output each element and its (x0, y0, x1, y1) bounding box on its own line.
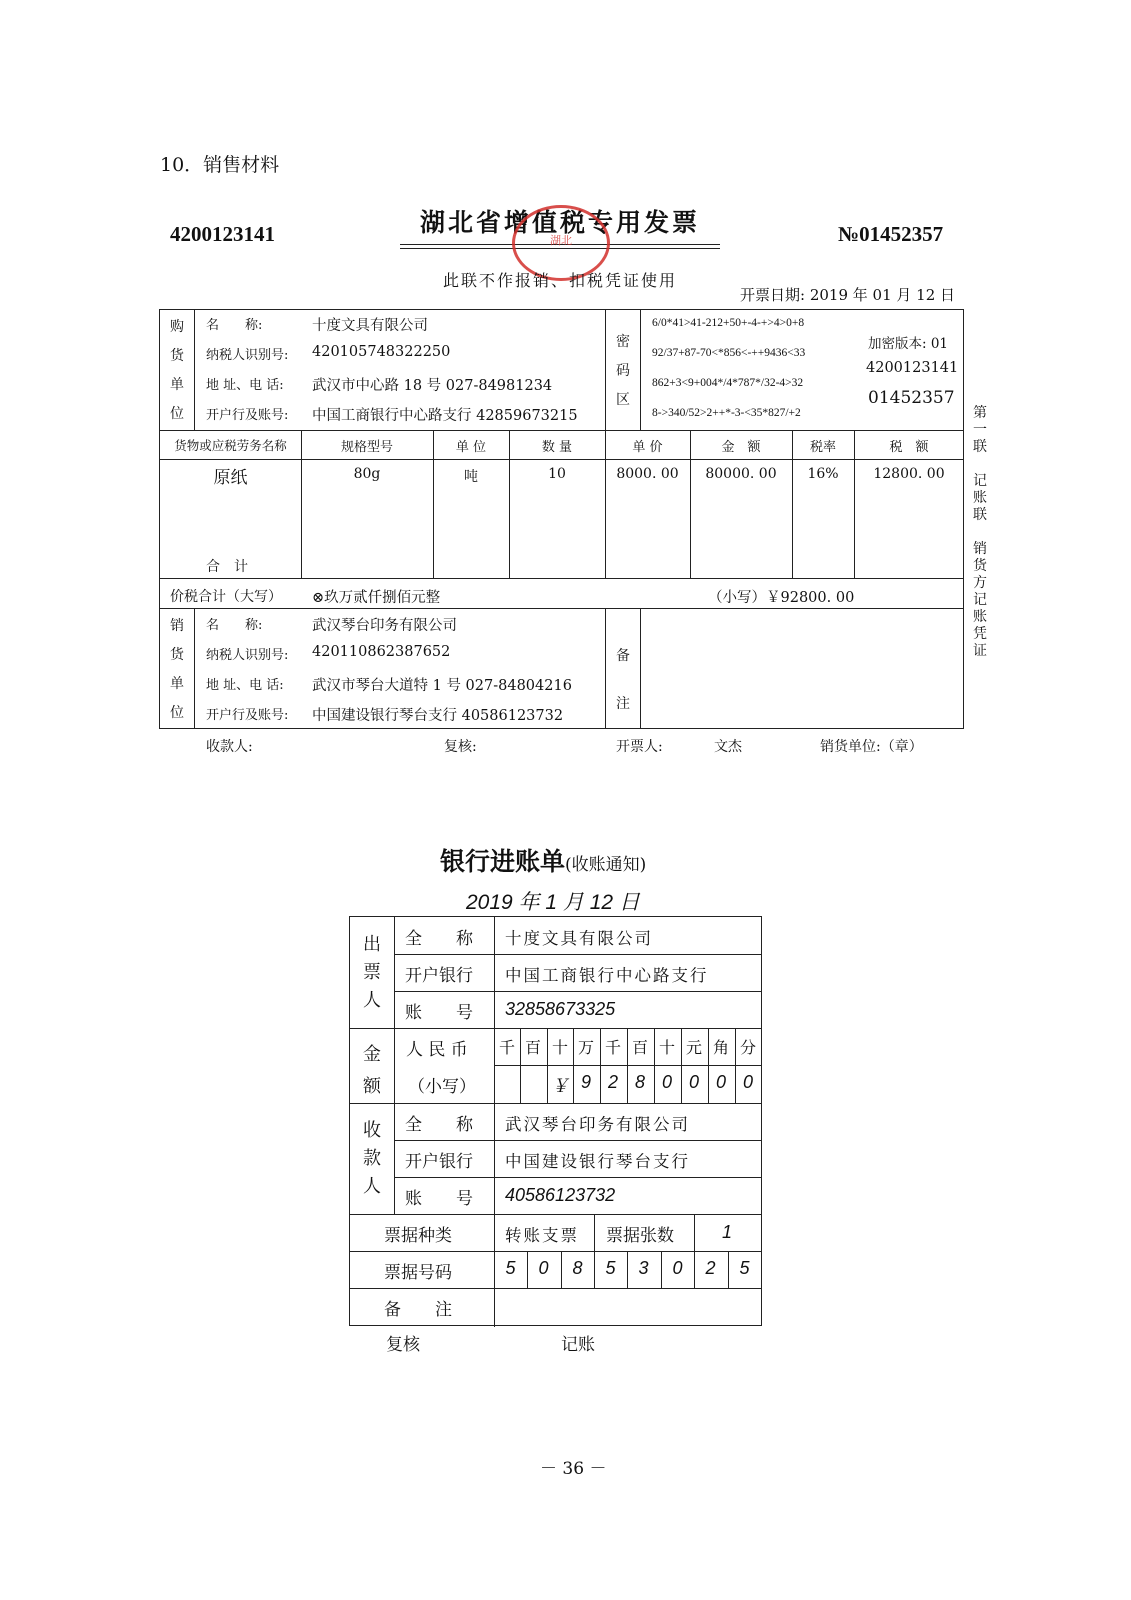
label-char: 单 (170, 377, 184, 393)
bill-number-digit: 5 (505, 1258, 516, 1278)
row-line (394, 1177, 761, 1178)
seller-address: 武汉市琴台大道特 1 号 027-84804216 (312, 678, 572, 694)
strip-char: 方 (973, 575, 987, 591)
row-line (160, 578, 963, 579)
col-line (640, 608, 641, 728)
invoice-number: №01452357 (838, 222, 944, 246)
digit-header-cell: 百 (524, 1038, 541, 1057)
payer-bank: 中国工商银行中心路支行 (505, 966, 709, 985)
digit-header-cell: 角 (712, 1038, 729, 1057)
row-line (350, 1214, 761, 1215)
payer-account-label: 账 号 (405, 1003, 473, 1023)
slip-review-label: 复核 (386, 1335, 420, 1355)
bill-type-label: 票据种类 (384, 1226, 452, 1246)
row-line (350, 1103, 761, 1104)
seller-taxid: 420110862387652 (312, 644, 451, 660)
item-unit: 吨 (464, 469, 478, 485)
invoice-subtitle: 此联不作报销、扣税凭证使用 (442, 271, 677, 290)
item-amount: 80000. 00 (705, 466, 777, 482)
label-char: 购 (170, 319, 184, 335)
col-header-tax: 税 额 (889, 440, 929, 455)
cipher-code: 4200123141 (866, 360, 959, 376)
row-line (394, 1140, 761, 1141)
label-char: 出 (363, 934, 381, 955)
buyer-taxid: 420105748322250 (312, 344, 451, 360)
row-line (160, 459, 963, 460)
total-words: ⊗玖万贰仟捌佰元整 (312, 590, 441, 606)
payee-account: 40586123732 (505, 1185, 616, 1205)
col-header-item: 货物或应税劳务名称 (174, 438, 287, 453)
total-small: （小写）￥92800. 00 (708, 590, 855, 606)
cipher-number: 01452357 (868, 388, 955, 408)
digit-value-cell: 2 (607, 1072, 618, 1092)
col-header-rate: 税率 (809, 440, 836, 455)
drawer-name: 文杰 (714, 739, 742, 755)
bill-type: 转账支票 (505, 1226, 579, 1245)
payer-name-label: 全 称 (405, 929, 473, 949)
item-spec: 80g (353, 466, 381, 482)
digit-header-cell: 万 (577, 1038, 594, 1057)
strip-char: 记 (973, 473, 987, 489)
payer-name: 十度文具有限公司 (505, 929, 653, 948)
label-char: 位 (170, 406, 184, 422)
strip-char: 销 (973, 541, 987, 557)
payer-label (363, 931, 379, 1015)
bank-slip-title-main: 银行进账单 (440, 847, 566, 876)
strip-char: 账 (973, 490, 987, 506)
seller-seal-label: 销货单位:（章） (820, 739, 923, 755)
buyer-bank: 中国工商银行中心路支行 42859673215 (312, 408, 578, 424)
total-words-label: 价税合计（大写） (170, 589, 282, 605)
invoice-date: 开票日期: 2019 年 01 月 12 日 (740, 286, 956, 304)
item-rate: 16% (807, 466, 839, 482)
invoice-table (159, 309, 964, 729)
bill-number-digit: 8 (572, 1258, 583, 1278)
buyer-address-label: 地 址、电 话: (206, 378, 284, 393)
seller-label (169, 612, 185, 728)
small-amount-label: （小写） (408, 1077, 476, 1097)
digit-header-cell: 十 (658, 1038, 675, 1057)
label-char: 区 (616, 392, 630, 408)
bank-slip-title-note: (收账通知) (565, 855, 647, 875)
bill-number-digit: 5 (605, 1258, 616, 1278)
label-char: 单 (170, 676, 184, 692)
digit-header-cell: 千 (604, 1038, 621, 1057)
digit-value-cell: 0 (688, 1072, 699, 1092)
bill-count: 1 (722, 1222, 733, 1242)
col-header-price: 单 价 (632, 440, 663, 455)
cipher-line: 6/0*41>41-212+50+-4-+>4>0+8 (652, 317, 805, 329)
strip-char: 第 (973, 405, 987, 421)
rmb-label: 人 民 币 (406, 1040, 468, 1060)
digit-header-cell: 元 (685, 1038, 702, 1057)
strip-char: 账 (973, 609, 987, 625)
row-line (350, 1028, 761, 1029)
remark-label (615, 632, 631, 728)
label-char: 人 (363, 990, 381, 1011)
row-line (350, 1288, 761, 1289)
invoice-title: 湖北省增值税专用发票 (419, 208, 700, 237)
strip-char: 证 (973, 643, 987, 659)
buyer-bank-label: 开户行及账号: (206, 408, 289, 423)
item-tax: 12800. 00 (873, 466, 945, 482)
digit-header-cell: 分 (739, 1038, 756, 1057)
seller-taxid-label: 纳税人识别号: (206, 648, 289, 663)
copy-side-strip (970, 405, 990, 660)
bill-count-label: 票据张数 (606, 1226, 674, 1246)
invoice-code: 4200123141 (170, 222, 275, 246)
row-line (160, 608, 963, 609)
payee-account-label: 账 号 (405, 1189, 473, 1209)
cipher-line: 8->340/52>2++*-3-<35*827/+2 (652, 407, 801, 419)
digit-value-cell: 0 (715, 1072, 726, 1092)
slip-remark-label: 备 注 (384, 1300, 452, 1320)
col-header-unit: 单 位 (455, 440, 487, 455)
payee-name: 武汉琴台印务有限公司 (505, 1115, 690, 1134)
digit-value-cell: 0 (742, 1072, 753, 1092)
item-qty: 10 (548, 466, 566, 482)
buyer-label (169, 313, 185, 429)
label-char: 密 (616, 334, 630, 350)
label-char: 码 (616, 363, 630, 379)
digit-header-cell: 百 (631, 1038, 648, 1057)
payee-bank-label: 开户银行 (405, 1152, 473, 1172)
strip-gap (970, 524, 990, 541)
label-char: 销 (170, 618, 184, 634)
buyer-name-label: 名 称: (206, 318, 263, 333)
bill-number-digit: 0 (538, 1258, 549, 1278)
payee-bank: 中国建设银行琴台支行 (505, 1152, 690, 1171)
page-number: － 36 － (540, 1459, 607, 1479)
col-line (605, 608, 606, 728)
cipher-line: 862+3<9+004*/4*787*/32-4>32 (652, 377, 804, 389)
item-name: 原纸 (213, 468, 248, 488)
col-line (194, 310, 195, 430)
payee-name-label: 全 称 (405, 1115, 473, 1135)
strip-gap (970, 456, 990, 473)
strip-char: 凭 (973, 626, 987, 642)
label-char: 注 (616, 696, 630, 712)
seller-address-label: 地 址、电 话: (206, 678, 284, 693)
bill-number-digit: 2 (705, 1258, 716, 1278)
col-line (394, 917, 395, 1214)
label-char: 货 (170, 348, 184, 364)
col-line (605, 310, 606, 430)
reviewer-label: 复核: (444, 739, 477, 755)
strip-char: 记 (973, 592, 987, 608)
buyer-name: 十度文具有限公司 (312, 318, 428, 334)
drawer-label: 开票人: (616, 739, 663, 755)
seller-bank-label: 开户行及账号: (206, 708, 289, 723)
bank-slip-title (440, 842, 646, 878)
digit-header-cell: 千 (498, 1038, 515, 1057)
label-char: 额 (363, 1076, 381, 1097)
strip-char: 联 (973, 439, 987, 455)
bill-number-label: 票据号码 (384, 1263, 452, 1283)
label-char: 人 (363, 1176, 381, 1197)
seal-text: 湖北 (550, 234, 572, 247)
slip-bookkeeping-label: 记账 (561, 1335, 595, 1355)
digit-header-cell: 十 (551, 1038, 568, 1057)
total-label: 合 计 (206, 559, 248, 575)
item-price: 8000. 00 (616, 466, 679, 482)
bill-number-digit: 0 (672, 1258, 683, 1278)
buyer-taxid-label: 纳税人识别号: (206, 348, 289, 363)
label-char: 货 (170, 647, 184, 663)
cipher-line: 92/37+87-70<*856<-++9436<33 (652, 347, 806, 359)
bank-slip-table (349, 916, 762, 1326)
cipher-label (615, 328, 631, 415)
row-line (394, 991, 761, 992)
col-line (594, 1214, 595, 1251)
amount-label (363, 1039, 379, 1103)
encryption-version: 加密版本: 01 (868, 336, 949, 352)
payee-label (363, 1117, 379, 1201)
section-title: 10．销售材料 (160, 154, 280, 176)
buyer-address: 武汉市中心路 18 号 027-84981234 (312, 378, 553, 394)
col-header-qty: 数 量 (541, 440, 573, 455)
col-header-amount: 金 额 (721, 440, 761, 455)
seller-name: 武汉琴台印务有限公司 (312, 618, 457, 634)
label-char: 备 (616, 648, 630, 664)
payee-label: 收款人: (206, 739, 253, 755)
col-line (694, 1214, 695, 1251)
label-char: 款 (363, 1148, 381, 1169)
seller-bank: 中国建设银行琴台支行 40586123732 (312, 708, 564, 724)
col-line (194, 608, 195, 728)
label-char: 金 (363, 1044, 381, 1065)
label-char: 收 (363, 1120, 381, 1141)
row-line (394, 954, 761, 955)
digit-value-cell: 8 (634, 1072, 645, 1092)
col-header-spec: 规格型号 (340, 440, 393, 455)
bank-slip-date: 2019 年 1 月 12 日 (466, 891, 640, 914)
digit-value-cell: 0 (661, 1072, 672, 1092)
row-line (350, 1251, 761, 1252)
digit-value-cell: 9 (580, 1072, 591, 1092)
digit-value-cell: ￥ (551, 1076, 569, 1096)
label-char: 票 (363, 962, 381, 983)
label-char: 位 (170, 705, 184, 721)
strip-char: 货 (973, 558, 987, 574)
strip-char: 一 (973, 422, 987, 438)
payer-bank-label: 开户银行 (405, 966, 473, 986)
row-line (160, 430, 963, 431)
bill-number-digit: 5 (739, 1258, 750, 1278)
seller-name-label: 名 称: (206, 618, 263, 633)
strip-char: 联 (973, 507, 987, 523)
col-line (640, 310, 641, 430)
bill-number-digit: 3 (638, 1258, 649, 1278)
payer-account: 32858673325 (505, 999, 616, 1019)
